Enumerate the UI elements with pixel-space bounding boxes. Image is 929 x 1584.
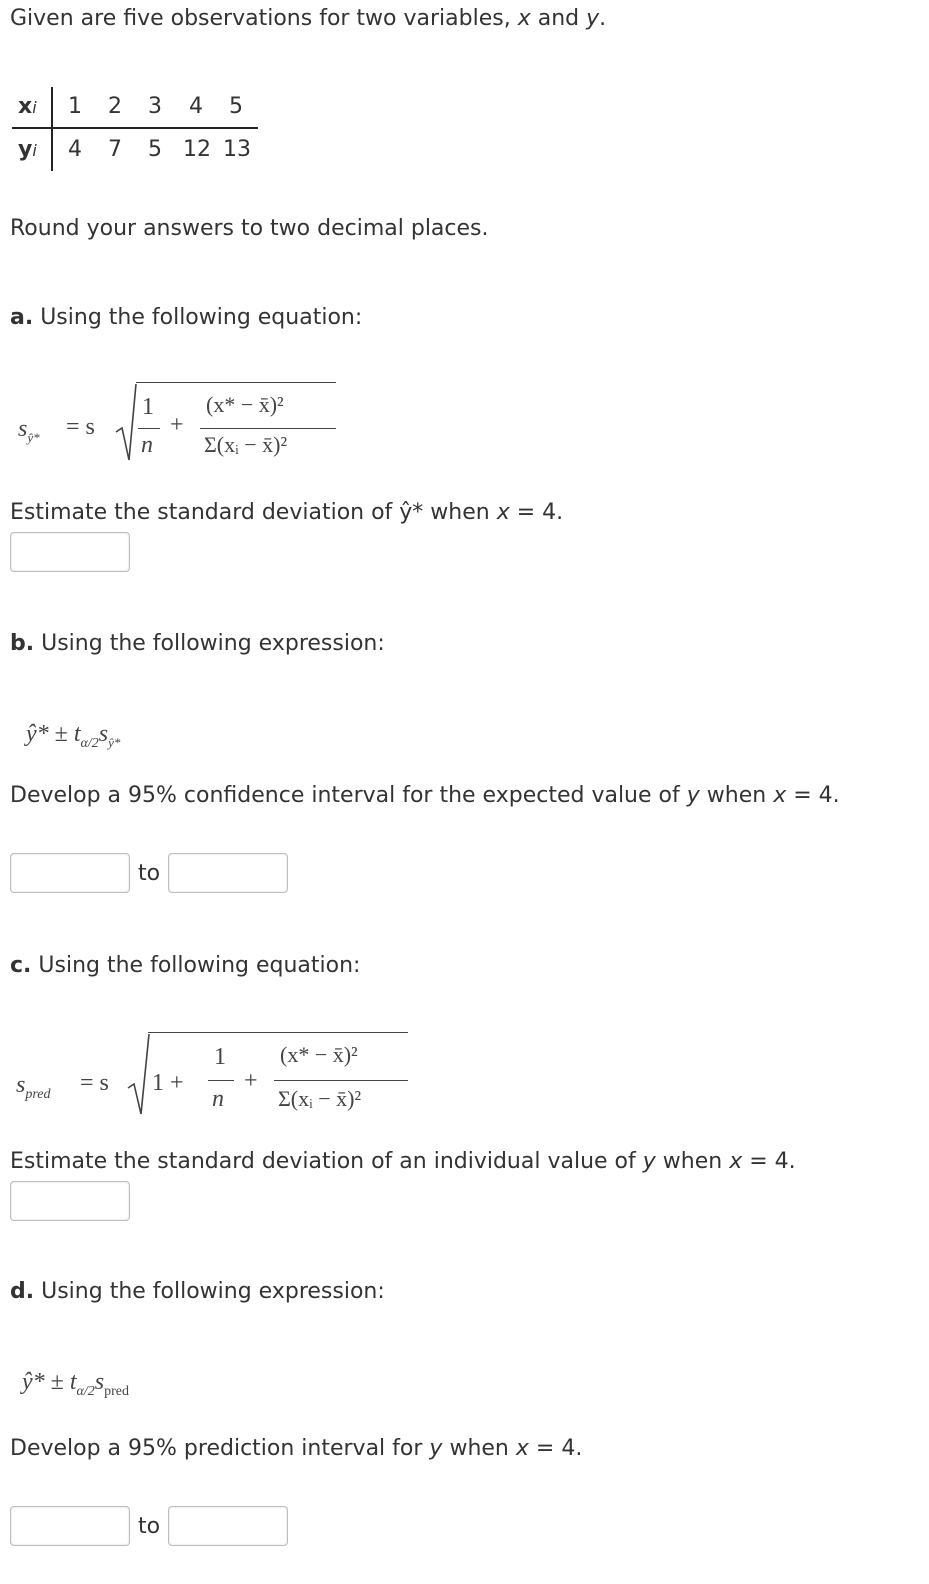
formula-plus: + [170, 412, 184, 438]
x-value: 2 [108, 94, 122, 119]
part-a-heading: a. Using the following equation: [10, 305, 363, 330]
sqrt-bar [148, 1032, 408, 1033]
frac1-den: n [212, 1086, 224, 1112]
instructions-text: Round your answers to two decimal places. [10, 216, 489, 241]
frac2-num: (x* − x̄)² [280, 1042, 358, 1067]
x-value: 5 [229, 94, 243, 119]
frac1-num: 1 [214, 1044, 226, 1070]
sqrt-bar [136, 382, 336, 383]
frac2-den: Σ(xᵢ − x̄)² [204, 432, 288, 457]
frac2-num: (x* − x̄)² [206, 392, 284, 417]
formula-eq: = s [80, 1070, 109, 1096]
part-a-answer-input[interactable] [10, 532, 130, 572]
part-b-formula: ŷ* ± $t_{\alpha/2}s_{ŷ*}$ [26, 721, 121, 751]
part-b-lower-input[interactable] [10, 853, 130, 893]
formula-lhs: $s_{pred}$ [16, 1072, 51, 1102]
part-c-answer-input[interactable] [10, 1181, 130, 1221]
y-value: 13 [223, 137, 251, 162]
formula-one-plus: 1 + [152, 1070, 184, 1096]
fraction-line [138, 428, 160, 429]
table-horizontal-rule [12, 127, 258, 129]
part-c-heading: c. Using the following equation: [10, 953, 361, 978]
x-value: 3 [148, 94, 162, 119]
intro-text: Given are five observations for two variables, x and y. [10, 6, 607, 31]
frac1-den: n [141, 432, 153, 458]
part-b-question: Develop a 95% confidence interval for the expected value of y when x = 4. [10, 783, 840, 808]
x-value: 4 [189, 94, 203, 119]
to-label: to [138, 1514, 161, 1539]
sqrt-sign-icon [126, 1032, 152, 1118]
formula-plus: + [244, 1068, 258, 1094]
part-d-heading: d. Using the following expression: [10, 1279, 385, 1304]
frac1-num: 1 [142, 394, 154, 420]
fraction-line [200, 428, 336, 429]
formula-eq: = s [66, 414, 95, 440]
fraction-line [274, 1080, 408, 1081]
frac2-den: Σ(xᵢ − x̄)² [278, 1086, 362, 1111]
to-label: to [138, 861, 161, 886]
formula-lhs: $s_{ŷ*}$ [18, 416, 40, 445]
part-a-question: Estimate the standard deviation of ŷ* when x = 4. [10, 500, 564, 525]
part-d-lower-input[interactable] [10, 1506, 130, 1546]
x-value: 1 [68, 94, 82, 119]
y-row-header: yi [18, 137, 37, 162]
part-b-heading: b. Using the following expression: [10, 631, 385, 656]
part-c-question: Estimate the standard deviation of an individual value of y when x = 4. [10, 1149, 796, 1174]
y-value: 4 [68, 137, 82, 162]
y-value: 5 [148, 137, 162, 162]
fraction-line [208, 1080, 234, 1081]
part-d-upper-input[interactable] [168, 1506, 288, 1546]
sqrt-sign-icon [114, 382, 138, 464]
part-d-formula: ŷ* ± $t_{\alpha/2}s_{pred}$ [22, 1369, 129, 1399]
y-value: 7 [108, 137, 122, 162]
y-value: 12 [183, 137, 211, 162]
x-row-header: xi [18, 94, 37, 119]
table-vertical-rule [51, 87, 53, 171]
part-b-upper-input[interactable] [168, 853, 288, 893]
part-d-question: Develop a 95% prediction interval for y when x = 4. [10, 1436, 583, 1461]
